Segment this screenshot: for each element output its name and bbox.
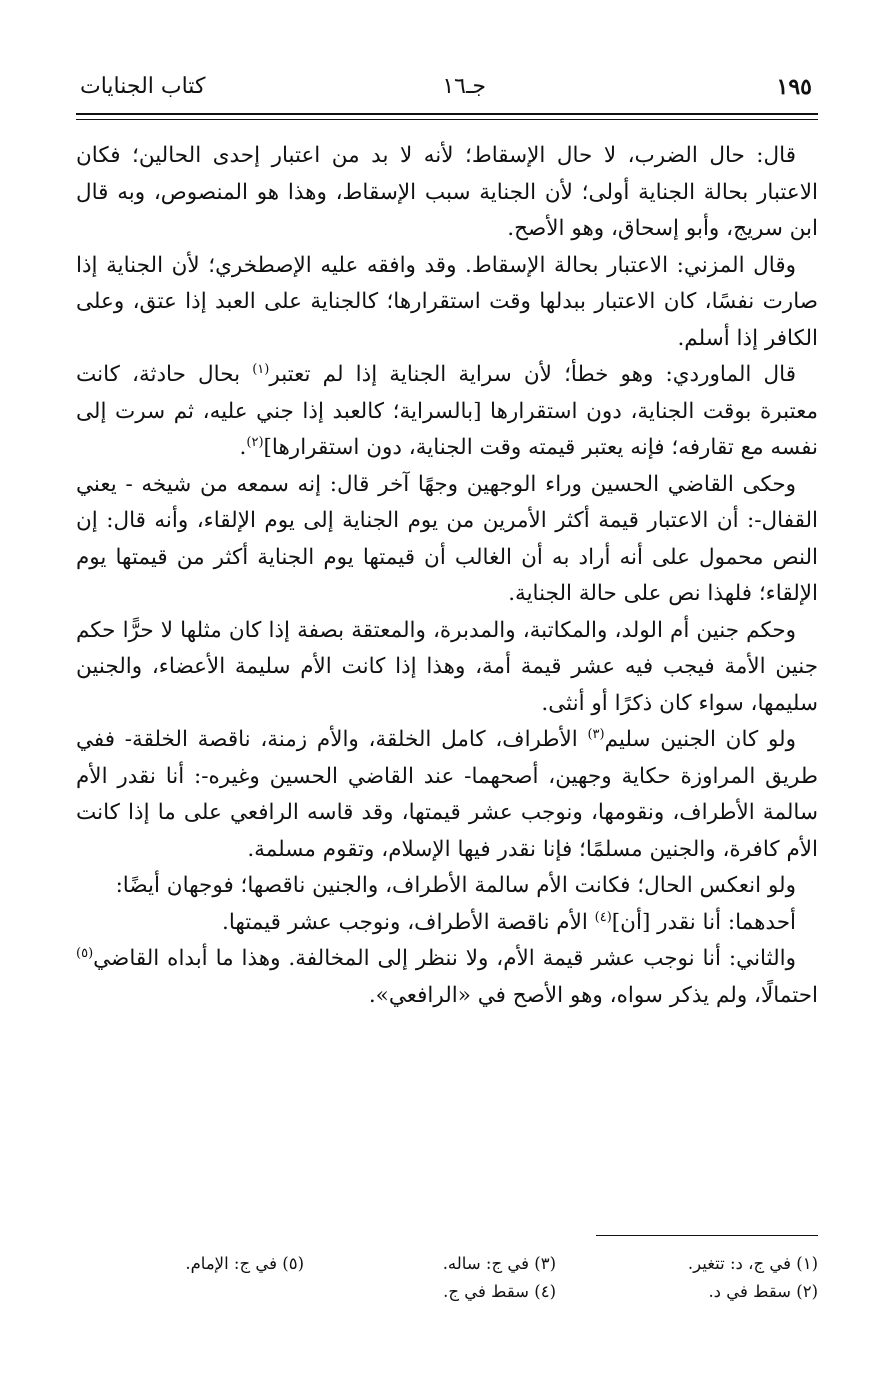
footnote: (٢) سقط في د.	[708, 1282, 818, 1301]
paragraph-text: .	[239, 435, 247, 460]
header-rule-thin	[76, 119, 818, 120]
paragraph-text: قال الماوردي: وهو خطأ؛ لأن سراية الجناية إذا لم تعتبر	[269, 362, 796, 387]
paragraph-text: والثاني: أنا نوجب عشر قيمة الأم، ولا ننظر إلى المخالفة. وهذا ما أبداه القاضي	[93, 946, 796, 971]
paragraph	[76, 868, 818, 905]
paragraph-text: احتمالًا، ولم يذكر سواه، وهو الأصح في «الرافعي».	[368, 982, 818, 1008]
footnote-column	[688, 1250, 818, 1306]
page-header	[76, 72, 816, 112]
paragraph-text: وحكى القاضي الحسين وراء الوجهين وجهًا آخر قال: إنه سمعه من شيخه - يعني القفال-: أن الاعتبار قيمة أكثر الأمرين من يوم الجناية إلى يوم الإلقاء، وأنه قال: إن النص محمول على أنه أراد به أن الغالب أن قيمتها يوم الجناية أكثر من قيمتها يوم الإلقاء؛ فلهذا نص على حالة الجناية.	[76, 471, 818, 606]
paragraph-text: ولو كان الجنين سليم	[604, 727, 796, 752]
paragraph-text: وقال المزني: الاعتبار بحالة الإسقاط. وقد وافقه عليه الإصطخري؛ لأن الجناية إذا صارت نفسًا، كان الاعتبار ببدلها وقت استقرارها؛ كالجناية على العبد إذا عتق، وعلى الكافر إذا أسلم.	[76, 252, 818, 351]
paragraph-text: بحال حادثة، كانت معتبرة بوقت الجناية، دون استقرارها [بالسراية؛ كالعبد إذا جني عليه، ثم سرت إلى نفسه مع تقارفه؛ فإنه يعتبر قيمته وقت الجناية، دون استقرارها]	[76, 362, 818, 460]
footnote-separator	[596, 1235, 818, 1236]
paragraph	[76, 722, 818, 868]
page-number: ١٩٥	[776, 74, 812, 100]
footnote-column	[185, 1250, 304, 1278]
footnote-column	[443, 1250, 556, 1306]
paragraph	[76, 357, 818, 467]
volume-label: جـ١٦	[442, 74, 486, 99]
book-title: كتاب الجنايات	[80, 74, 206, 99]
footnote-reference: (٥)	[76, 945, 94, 961]
footnote-reference: (٣)	[587, 726, 605, 742]
paragraph-text: وحكم جنين أم الولد، والمكاتبة، والمدبرة، والمعتقة بصفة إذا كان مثلها لا حرًّا حكم جنين الأمة فيجب فيه عشر قيمة أمة، وهذا إذا كانت الأم سليمة الأعضاء، والجنين سليمها، سواء كان ذكرًا أو أنثى.	[76, 617, 818, 716]
paragraph	[76, 905, 818, 942]
paragraph	[76, 467, 818, 613]
paragraph-text: أحدهما: أنا نقدر [أن]	[611, 909, 796, 935]
footnote: (٥) في ج: الإمام.	[185, 1254, 304, 1273]
paragraph-text: قال: حال الضرب، لا حال الإسقاط؛ لأنه لا بد من اعتبار إحدى الحالين؛ فكان الاعتبار بحالة الجناية أولى؛ لأن الجناية سبب الإسقاط، وهذا هو المنصوص، وبه قال ابن سريج، وأبو إسحاق، وهو الأصح.	[76, 143, 818, 241]
footnote-reference: (٢)	[246, 434, 264, 450]
footnote: (٤) سقط في ج.	[443, 1282, 556, 1301]
paragraph-text: الأم ناقصة الأطراف، ونوجب عشر قيمتها.	[221, 909, 595, 935]
header-rule-thick	[76, 113, 818, 115]
footnote: (١) في ج، د: تتغير.	[687, 1254, 818, 1273]
paragraph	[76, 613, 818, 723]
footnote-reference: (٤)	[594, 909, 612, 925]
main-text	[76, 138, 818, 1014]
paragraph	[76, 941, 818, 1014]
footnote-reference: (١)	[252, 361, 270, 377]
paragraph-text: الأطراف، كامل الخلقة، والأم زمنة، ناقصة الخلقة- ففي طريق المراوزة حكاية وجهين، أصحهما- عند القاضي الحسين وغيره-: أنا نقدر الأم سالمة الأطراف، ونقومها، ونوجب عشر قيمتها، وقد قاسه الرافعي على ما إذا كانت الأم كافرة، والجنين مسلمًا؛ فإنا نقدر فيها الإسلام، وتقوم مسلمة.	[76, 727, 818, 862]
paragraph	[76, 248, 818, 358]
footnote: (٣) في ج: ساله.	[442, 1254, 556, 1273]
paragraph	[76, 138, 818, 248]
paragraph-text: ولو انعكس الحال؛ فكانت الأم سالمة الأطراف، والجنين ناقصها؛ فوجهان أيضًا:	[115, 873, 796, 898]
